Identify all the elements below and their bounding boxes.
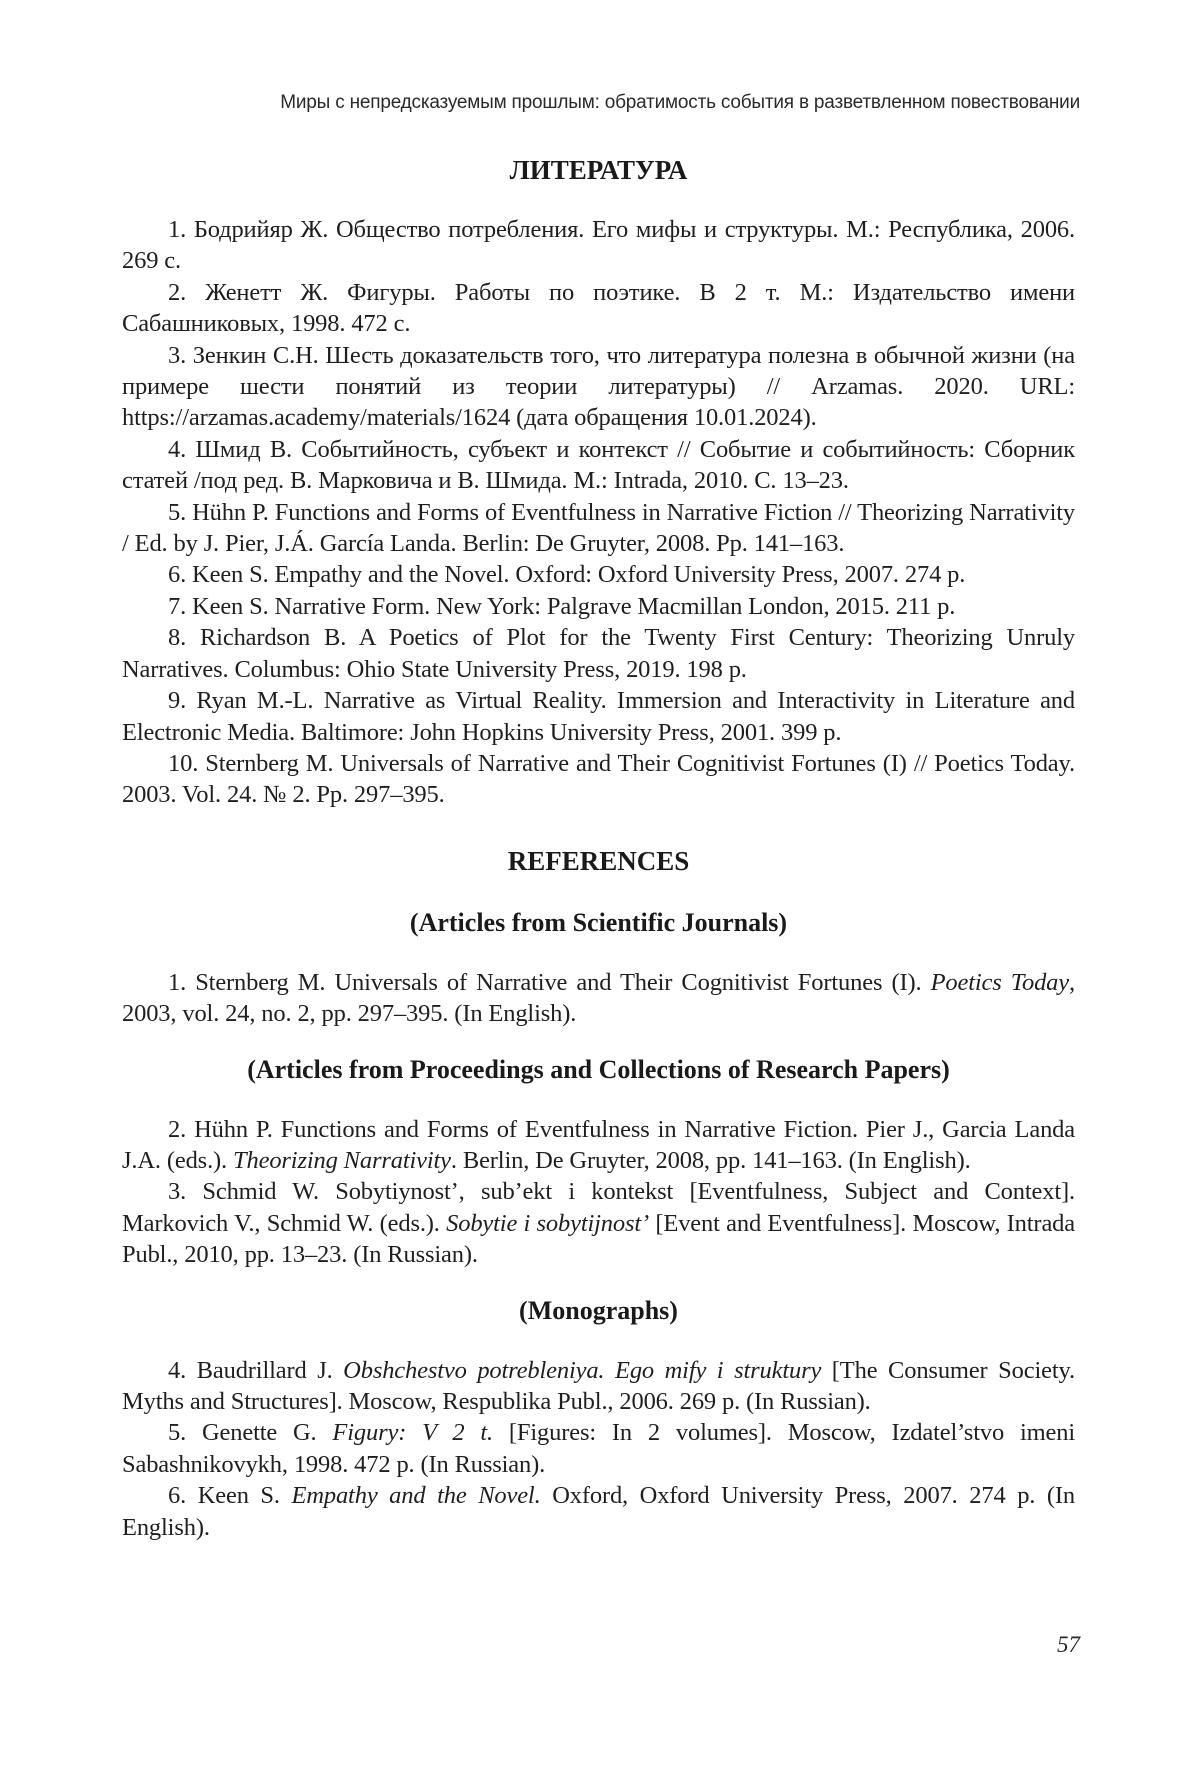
literatura-heading: ЛИТЕРАТУРА — [509, 155, 688, 185]
reference-text: . Berlin, De Gruyter, 2008, pp. 141–163. (In English). — [450, 1146, 971, 1174]
reference-title: Obshchestvo potrebleniya. Ego mify i struktury — [343, 1356, 822, 1384]
reference-title: Figury: V 2 t. — [332, 1419, 494, 1447]
literatura-item: 9. Ryan M.-L. Narrative as Virtual Reality. Immersion and Interactivity in Literature and Electronic Media. Baltimore: John Hopkins University Press, 2001. 399 p. — [122, 687, 1075, 746]
reference-text: [Event and Eventfulness]. Moscow, Intrada Publ., 2010, pp. 13–23. (In Russian). — [122, 1209, 1075, 1269]
monographs-list — [122, 1355, 1075, 1543]
literatura-item: 4. Шмид В. Событийность, субъект и контекст // Событие и событийность: Сборник статей /под ред. В. Марковича и В. Шмида. М.: Intrada, 2010. С. 13–23. — [122, 435, 1075, 495]
reference-item — [122, 967, 1075, 1030]
reference-text: Oxford, Oxford University Press, 2007. 274 p. (In English). — [122, 1482, 1076, 1541]
literatura-list — [122, 214, 1075, 811]
running-header: Миры с непредсказуемым прошлым: обратимость события в разветвленном повествовании — [280, 92, 1080, 113]
literatura-item: 10. Sternberg M. Universals of Narrative and Their Cognitivist Fortunes (I) // Poetics Today. 2003. Vol. 24. № 2. Pp. 297–395. — [122, 749, 1075, 809]
reference-item — [122, 1417, 1075, 1480]
proceedings-list — [122, 1114, 1075, 1271]
reference-item — [122, 1114, 1075, 1177]
proceedings-heading: (Articles from Proceedings and Collections of Research Papers) — [247, 1054, 950, 1084]
reference-text: 2. Hühn P. Functions and Forms of Eventfulness in Narrative Fiction. Pier J., Garcia Landa J.A. (eds.). — [122, 1115, 1075, 1174]
reference-text: [The Consumer Society. Myths and Structures]. Moscow, Respublika Publ., 2006. 269 p. (In Russian). — [122, 1356, 1075, 1415]
reference-item — [122, 1176, 1075, 1270]
literatura-item: 1. Бодрийяр Ж. Общество потребления. Его мифы и структуры. М.: Республика, 2006. 269 с. — [122, 216, 1075, 275]
literatura-item: 8. Richardson B. A Poetics of Plot for the Twenty First Century: Theorizing Unruly Narratives. Columbus: Ohio State University Press, 2019. 198 p. — [122, 624, 1075, 683]
literatura-item: 3. Зенкин С.Н. Шесть доказательств того, что литература полезна в обычной жизни (на примере шести понятий из теории литературы) // Arzamas. 2020. URL: https://arzamas.academy/materials/1624 (дата обращения 10.01.2024). — [122, 341, 1075, 432]
monographs-heading: (Monographs) — [519, 1295, 678, 1325]
literatura-item: 5. Hühn P. Functions and Forms of Eventfulness in Narrative Fiction // Theorizing Narrativity / Ed. by J. Pier, J.Á. García Landa. Berlin: De Gruyter, 2008. Pp. 141–163. — [122, 498, 1075, 558]
page-number: 57 — [1057, 1632, 1080, 1657]
references-heading: REFERENCES — [507, 845, 690, 876]
reference-text: , 2003, vol. 24, no. 2, pp. 297–395. (In English). — [122, 968, 1075, 1028]
reference-title: Empathy and the Novel. — [291, 1482, 541, 1510]
literatura-item: 6. Keen S. Empathy and the Novel. Oxford: Oxford University Press, 2007. 274 p. — [168, 561, 966, 589]
reference-item — [122, 1480, 1075, 1543]
page-content — [122, 152, 1075, 1543]
reference-text: 5. Genette G. — [168, 1419, 333, 1447]
reference-text: 6. Keen S. — [168, 1482, 292, 1510]
journals-heading: (Articles from Scientific Journals) — [409, 907, 788, 937]
journals-list — [122, 967, 1075, 1030]
literatura-item: 7. Keen S. Narrative Form. New York: Palgrave Macmillan London, 2015. 211 p. — [168, 592, 956, 620]
reference-text: 4. Baudrillard J. — [168, 1356, 344, 1384]
literatura-item: 2. Женетт Ж. Фигуры. Работы по поэтике. В 2 т. М.: Издательство имени Сабашниковых, 1998. 472 с. — [122, 278, 1075, 338]
reference-title: Sobytie i sobytijnost’ — [446, 1209, 650, 1237]
reference-text: 1. Sternberg M. Universals of Narrative and Their Cognitivist Fortunes (I). — [168, 968, 931, 996]
reference-text: [Figures: In 2 volumes]. Moscow, Izdatel’stvo imeni Sabashnikovykh, 1998. 472 p. (In Russian). — [122, 1419, 1075, 1478]
reference-title: Theorizing Narrativity — [233, 1146, 451, 1174]
reference-item — [122, 1355, 1075, 1418]
reference-text: 3. Schmid W. Sobytiynost’, sub’ekt i kontekst [Eventfulness, Subject and Context]. Markovich V., Schmid W. (eds.). — [122, 1178, 1075, 1237]
reference-title: Poetics Today — [930, 968, 1070, 996]
